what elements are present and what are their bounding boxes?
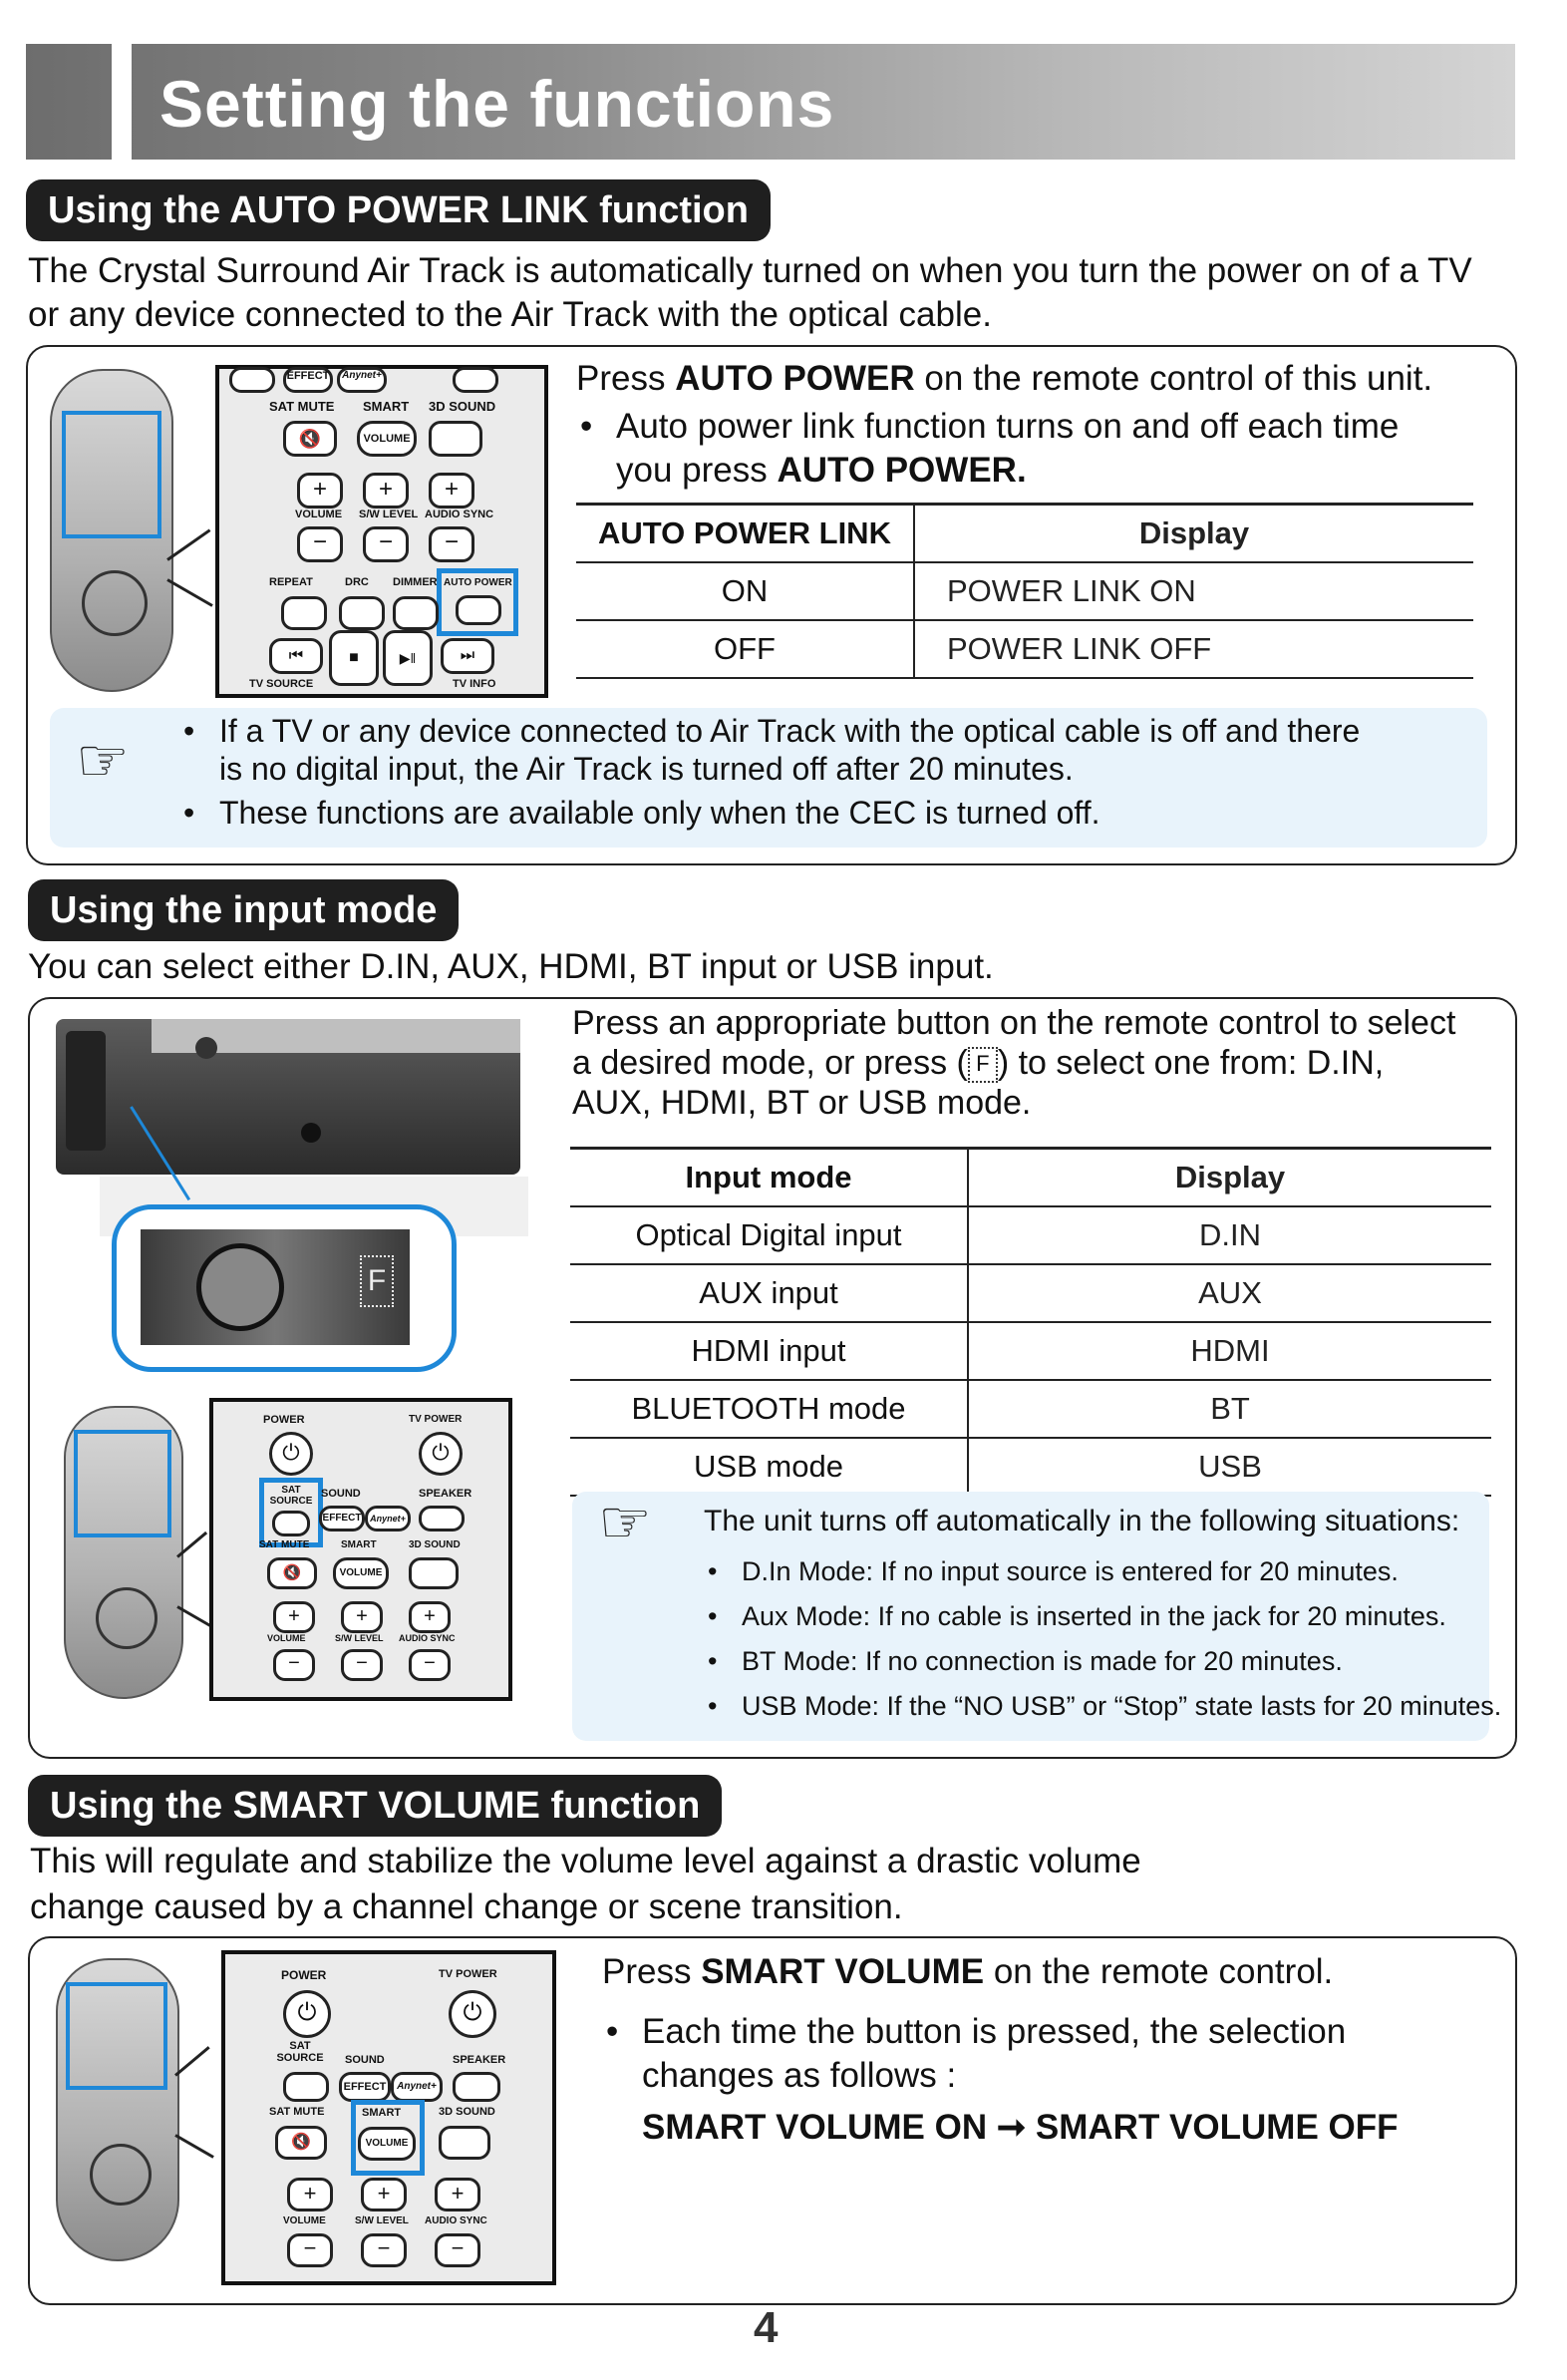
table-row [570,1322,1491,1380]
sw-level-label: S/W LEVEL [355,2215,409,2226]
intro-line: The Crystal Surround Air Track is automatically turned on when you turn the power on of a TV [28,251,1472,290]
remote-zoom-panel [209,1398,512,1701]
sat-mute-label: SAT MUTE [269,2106,325,2118]
power-label: POWER [263,1414,305,1426]
key-name: AUTO POWER [675,359,915,398]
anynet-button: Anynet+ [391,2072,443,2102]
3d-sound-label: 3D SOUND [409,1539,461,1550]
text-run: you press [616,451,778,490]
plus-icon: + [363,473,409,509]
table-row [570,1206,1491,1264]
volume-label: VOLUME [295,509,343,520]
table-cell: Optical Digital input [570,1206,968,1264]
pointing-hand-icon: ☞ [598,1489,652,1555]
sensor-dot [301,1123,321,1143]
auto-power-highlight [437,568,518,636]
tv-power-label: TV POWER [409,1414,463,1425]
input-mode-table [570,1147,1491,1497]
auto-power-label: AUTO POWER [444,577,512,588]
input-mode-note [572,1489,1502,1741]
remote-highlight [62,411,161,538]
table-cell: AUX input [570,1264,968,1322]
plus-icon: + [361,2178,407,2211]
mute-icon: 🔇 [267,1557,317,1589]
note-line: • If a TV or any device connected to Air Track with the optical cable is off and there [219,713,1361,749]
3d-sound-button [409,1557,459,1589]
bullet-item [602,2010,1499,2150]
source-button-icon [196,1243,284,1331]
remote-zoom-panel [215,365,548,698]
remote-dpad [90,2144,152,2206]
remote-dpad [82,570,148,636]
text-run: on the remote control of this unit. [914,359,1433,398]
table-cell: ON [576,562,914,620]
magnified-view [112,1204,457,1372]
table-cell: AUX [968,1264,1491,1322]
tv-info-label: TV INFO [453,678,496,690]
minus-icon: − [273,1649,315,1681]
table-header: AUTO POWER LINK [576,505,914,563]
sequence [642,2106,1499,2150]
note-list [704,1549,1502,1729]
remote-zoom-panel [221,1950,556,2285]
text-run: ) to select one from: D.IN, [997,1044,1385,1082]
bullet-line [616,449,1493,493]
previous-icon: ⏮ [269,638,323,674]
sequence-off: SMART VOLUME OFF [1035,2108,1399,2147]
stop-icon: ■ [329,630,379,686]
bullet-line: changes as follows : [642,2056,957,2095]
effect-button: EFFECT [339,2072,391,2102]
instruction-line: AUX, HDMI, BT or USB mode. [572,1084,1032,1123]
sat-mute-label: SAT MUTE [259,1539,310,1550]
text-run: a desired mode, or press ( [572,1044,968,1082]
plus-icon: + [287,2178,333,2211]
instruction-line [572,1043,1499,1083]
remote-dpad [96,1587,157,1649]
auto-power-note [50,708,1487,848]
remote-illustration [64,1406,183,1699]
volume-label: VOLUME [267,1633,306,1643]
next-icon: ⏭ [441,638,494,674]
table-row [570,1380,1491,1438]
text-run: Press [576,359,676,398]
mute-icon: 🔇 [275,2126,327,2160]
minus-icon: − [435,2233,480,2267]
table-cell: OFF [576,620,914,678]
repeat-button [281,596,327,630]
bullet-item [576,405,1493,493]
sat-source-label: SAT SOURCE [269,1485,313,1507]
plus-icon: + [429,473,474,509]
table-cell: USB mode [570,1438,968,1496]
tv-power-icon: ⏻ [419,1432,463,1476]
table-cell: POWER LINK OFF [914,620,1473,678]
minus-icon: − [361,2233,407,2267]
page-title: Setting the functions [159,67,835,141]
table-header: Display [914,505,1473,563]
table-cell: D.IN [968,1206,1491,1264]
anynet-button: Anynet+ [365,1506,411,1531]
table-row [576,562,1473,620]
minus-icon: − [409,1649,451,1681]
bullet-line: • Each time the button is pressed, the selection [642,2012,1347,2051]
dimmer-button [393,596,439,630]
repeat-label: REPEAT [269,576,313,588]
minus-icon: − [429,526,474,562]
speaker-label: SPEAKER [453,2054,506,2066]
note-item: • Aux Mode: If no cable is inserted in the jack for 20 minutes. [704,1594,1481,1639]
play-pause-icon: ▶ǁ [383,630,433,686]
note-item: • D.In Mode: If no input source is entered for 20 minutes. [704,1549,1481,1594]
3d-sound-button [429,421,482,457]
table-row [570,1438,1491,1496]
minus-icon: − [297,526,343,562]
sat-source-highlight [259,1478,323,1547]
remote-illustration [50,369,173,692]
effect-button: EFFECT [319,1506,365,1531]
auto-power-table [576,503,1473,679]
key-name: SMART VOLUME [701,1952,985,1991]
soundbar-illustration [56,1019,520,1175]
plus-icon: + [273,1601,315,1633]
smart-volume-instructions [602,1950,1499,2150]
minus-icon: − [341,1649,383,1681]
audio-sync-label: AUDIO SYNC [399,1633,456,1643]
speaker-label: SPEAKER [419,1488,472,1500]
sw-level-label: S/W LEVEL [359,509,419,520]
bullet-line: • Auto power link function turns on and off each time [616,407,1400,446]
drc-label: DRC [345,576,369,588]
table-cell: POWER LINK ON [914,562,1473,620]
3d-sound-label: 3D SOUND [439,2106,495,2118]
smart-label: SMART [362,2107,402,2119]
sat-source-button [283,2072,329,2102]
note-item: • BT Mode: If no connection is made for 20 minutes. [704,1639,1481,1684]
sound-label: SOUND [345,2054,385,2066]
plus-icon: + [435,2178,480,2211]
smart-volume-highlight [351,2100,425,2176]
power-icon: ⏻ [283,1990,331,2038]
smart-label: SMART [341,1539,377,1550]
pointing-hand-icon: ☞ [76,727,130,794]
soundbar-side [66,1031,106,1151]
volume-button: VOLUME [357,421,417,457]
smart-volume-intro [30,1839,1141,1930]
smart-label: SMART [363,399,410,414]
table-cell: HDMI input [570,1322,968,1380]
power-label: POWER [281,1968,327,1982]
intro-line: change caused by a channel change or scene transition. [30,1887,903,1926]
3d-sound-label: 3D SOUND [429,399,496,414]
tv-source-label: TV SOURCE [249,678,314,690]
smart-volume-button: VOLUME [358,2127,416,2161]
remote-highlight [74,1430,171,1537]
sat-mute-label: SAT MUTE [269,399,335,414]
table-header: Input mode [570,1149,968,1207]
remote-button [229,367,275,393]
volume-button: VOLUME [333,1557,389,1589]
source-icon: F [360,1255,394,1307]
sound-label: SOUND [321,1488,361,1500]
header-divider [112,44,132,160]
effect-button: EFFECT [283,367,333,393]
minus-icon: − [287,2233,333,2267]
auto-power-intro [28,249,1472,337]
remote-button [453,367,498,393]
intro-line: or any device connected to the Air Track with the optical cable. [28,295,992,334]
speaker-button [419,1506,465,1531]
table-header: Display [968,1149,1491,1207]
note-text [179,712,1465,832]
note-item: • USB Mode: If the “NO USB” or “Stop” state lasts for 20 minutes. [704,1684,1481,1729]
table-cell: HDMI [968,1322,1491,1380]
sat-source-button [272,1511,310,1536]
tv-power-label: TV POWER [439,1968,497,1980]
plus-icon: + [297,473,343,509]
press-instruction [602,1950,1499,1994]
text-run: Press [602,1952,702,1991]
press-instruction [576,357,1493,401]
audio-sync-label: AUDIO SYNC [425,2215,487,2226]
volume-label: VOLUME [283,2215,326,2226]
note-line: • These functions are available only when the CEC is turned off. [219,795,1100,831]
sequence-on: SMART VOLUME ON [642,2108,988,2147]
table-cell: USB [968,1438,1491,1496]
section-heading-input-mode: Using the input mode [28,879,459,941]
section-heading-auto-power: Using the AUTO POWER LINK function [26,179,771,241]
table-row [576,620,1473,678]
table-cell: BLUETOOTH mode [570,1380,968,1438]
tv-power-icon: ⏻ [449,1990,496,2038]
table-header-row [570,1149,1491,1207]
auto-power-instructions [576,357,1493,493]
page-number: 4 [754,2303,779,2352]
power-icon: ⏻ [269,1432,313,1476]
table-cell: BT [968,1380,1491,1438]
speaker-button [453,2072,500,2102]
key-name: AUTO POWER. [777,451,1027,490]
note-title: The unit turns off automatically in the following situations: [704,1505,1460,1537]
text-run: on the remote control. [984,1952,1334,1991]
source-icon: F [968,1047,998,1083]
dimmer-label: DIMMER [393,576,438,588]
input-mode-intro: You can select either D.IN, AUX, HDMI, BT input or USB input. [28,947,994,986]
table-header-row [576,505,1473,563]
sat-source-label: SAT SOURCE [276,2040,324,2064]
sw-level-label: S/W LEVEL [335,1633,384,1643]
minus-icon: − [363,526,409,562]
note-line: is no digital input, the Air Track is turned off after 20 minutes. [219,751,1074,787]
auto-power-button [456,595,501,625]
intro-line: This will regulate and stabilize the volume level against a drastic volume [30,1842,1141,1880]
table-row [570,1264,1491,1322]
sensor-dot [195,1037,217,1059]
anynet-button: Anynet+ [337,367,387,393]
3d-sound-button [439,2126,490,2160]
mute-icon: 🔇 [283,421,337,457]
remote-highlight [66,1982,167,2090]
soundbar-closeup [141,1229,410,1345]
input-mode-instructions [572,1003,1499,1123]
audio-sync-label: AUDIO SYNC [425,509,494,520]
arrow-right-icon: ➞ [996,2108,1027,2147]
drc-button [339,596,385,630]
plus-icon: + [341,1601,383,1633]
note-item [179,794,1465,832]
section-heading-smart-volume: Using the SMART VOLUME function [28,1775,722,1837]
plus-icon: + [409,1601,451,1633]
remote-illustration [56,1958,179,2261]
note-item [179,712,1465,788]
instruction-line: Press an appropriate button on the remote control to select [572,1004,1456,1042]
